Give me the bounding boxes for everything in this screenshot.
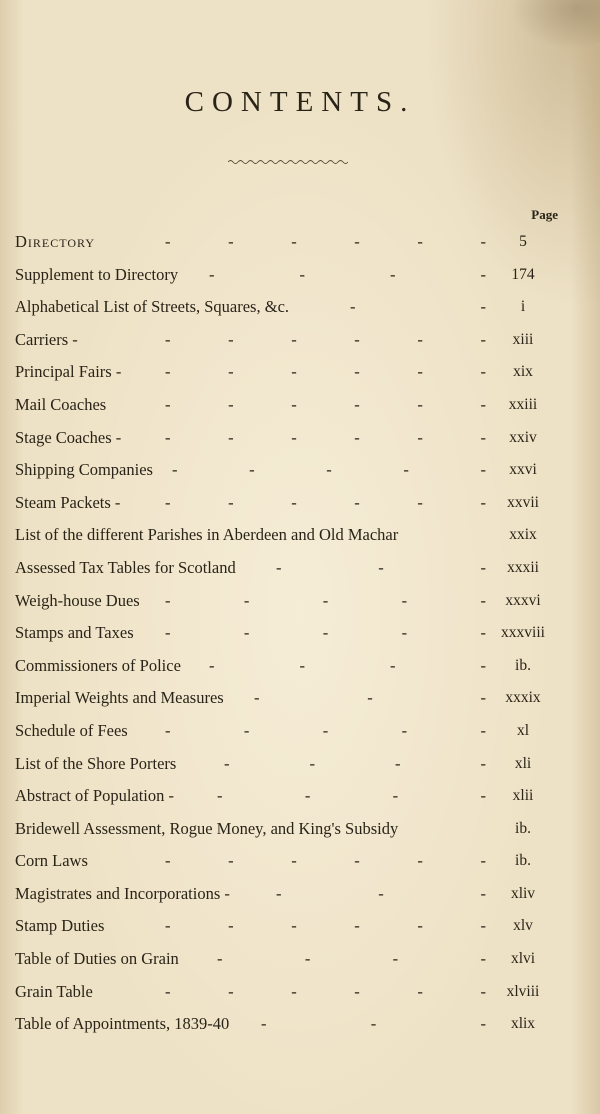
- contents-entry: [15, 910, 560, 943]
- dash-leader: - - - - - -: [165, 981, 486, 1001]
- entry-title: Weigh-house Dues: [15, 590, 140, 610]
- dash-leader: - - -: [276, 883, 486, 903]
- dash-leader: - - - - -: [165, 623, 486, 643]
- entry-title: Carriers -: [15, 329, 78, 349]
- page-column-label: Page: [531, 207, 558, 222]
- dash-leader: - - - - - -: [165, 362, 486, 382]
- entry-page-number: 5: [519, 233, 527, 250]
- entry-page-number: xxiv: [509, 428, 537, 446]
- contents-entry: [15, 552, 560, 585]
- dash-leader: - - - - - -: [165, 427, 486, 447]
- dash-leader: - - - -: [217, 949, 486, 969]
- entry-title: List of the Shore Porters: [15, 753, 177, 773]
- entry-page-number: xliv: [510, 884, 536, 902]
- entry-page-number: xlv: [513, 917, 533, 935]
- entry-page-number: xxxvi: [505, 591, 541, 609]
- contents-entry: [15, 356, 560, 389]
- dash-leader: - - - - - -: [165, 329, 486, 349]
- contents-entry: [15, 682, 560, 715]
- entry-title: List of the different Parishes in Aberdeen and Old Machar: [15, 525, 399, 545]
- entry-title: Alphabetical List of Streets, Squares, &c.: [15, 297, 290, 317]
- contents-entry: [15, 1008, 560, 1041]
- entry-title: Supplement to Directory: [15, 264, 179, 284]
- entry-title: Stage Coaches -: [15, 427, 122, 447]
- entry-page-number: i: [520, 298, 526, 316]
- entry-page-number: xxvi: [509, 461, 537, 479]
- entry-title: Magistrates and Incorporations -: [15, 883, 230, 903]
- contents-entry: [15, 748, 560, 781]
- contents-entry: [15, 813, 560, 846]
- entry-page-number: 174: [511, 265, 535, 283]
- contents-entry: [15, 617, 560, 650]
- page-corner-wear: [510, 0, 600, 50]
- entry-page-number: xxix: [509, 526, 537, 544]
- contents-entry: [15, 943, 560, 976]
- contents-entry: [15, 585, 560, 618]
- entry-title: Grain Table: [15, 981, 93, 1001]
- dash-leader: - - - -: [217, 786, 486, 806]
- entry-title: Principal Fairs -: [15, 362, 122, 382]
- entry-page-number: xxxix: [505, 689, 541, 707]
- dash-leader: - - - -: [224, 753, 486, 773]
- wavy-rule-ornament: [228, 158, 348, 166]
- dash-leader: - - - - - -: [165, 232, 486, 251]
- dash-leader: - - - -: [209, 264, 486, 284]
- entry-page-number: xlviii: [506, 982, 540, 1000]
- contents-entry: [15, 487, 560, 520]
- contents-entry: [15, 291, 560, 324]
- dash-leader: - - - - - -: [165, 394, 486, 414]
- contents-entry: [15, 226, 560, 259]
- entry-page-number: ib.: [515, 852, 531, 870]
- entry-page-number: xlvi: [510, 950, 536, 968]
- entry-title: Table of Appointments, 1839-40: [15, 1014, 230, 1034]
- contents-entry: [15, 519, 560, 552]
- dash-leader: - - -: [261, 1014, 486, 1034]
- dash-leader: - -: [350, 297, 486, 317]
- entry-title: Shipping Companies: [15, 460, 153, 480]
- dash-leader: - - - - - -: [165, 851, 486, 871]
- entry-title: Corn Laws: [15, 851, 88, 871]
- contents-entry: [15, 650, 560, 683]
- entry-page-number: xl: [516, 721, 530, 739]
- dash-leader: - - - - - -: [165, 492, 486, 512]
- contents-entry: [15, 454, 560, 487]
- dash-leader: - - - - - -: [165, 916, 486, 936]
- entry-title: Commissioners of Police: [15, 655, 181, 675]
- dash-leader: - - -: [276, 557, 486, 577]
- dash-leader: - - - -: [209, 655, 486, 675]
- dash-leader: - - - - -: [172, 460, 486, 480]
- dash-leader: - - - - -: [165, 720, 486, 740]
- entry-page-number: xiii: [512, 330, 534, 348]
- contents-entry: [15, 389, 560, 422]
- entry-title: Imperial Weights and Measures: [15, 688, 224, 708]
- entry-page-number: ib.: [515, 656, 531, 674]
- page-title: CONTENTS.: [184, 86, 416, 118]
- entry-page-number: xli: [514, 754, 532, 772]
- dash-leader: - - -: [254, 688, 486, 708]
- entry-page-number: xxvii: [507, 493, 539, 511]
- entry-page-number: xix: [513, 363, 533, 381]
- entry-page-number: xxiii: [508, 395, 538, 413]
- contents-entry: [15, 878, 560, 911]
- entry-page-number: xlix: [510, 1015, 536, 1033]
- entry-page-number: xxxii: [507, 558, 539, 576]
- entry-title: Schedule of Fees: [15, 720, 128, 740]
- entry-title: Mail Coaches: [15, 394, 107, 414]
- entry-title: Steam Packets -: [15, 492, 121, 512]
- contents-entry: [15, 324, 560, 357]
- entry-title: Stamp Duties: [15, 916, 105, 936]
- dash-leader: - - - - -: [165, 590, 486, 610]
- contents-list: [15, 226, 560, 1041]
- entry-title: Assessed Tax Tables for Scotland: [15, 557, 236, 577]
- contents-entry: [15, 976, 560, 1009]
- entry-page-number: xlii: [512, 787, 534, 805]
- contents-entry: [15, 715, 560, 748]
- contents-entry: [15, 259, 560, 292]
- entry-title: Bridewell Assessment, Rogue Money, and King's Subsidy: [15, 818, 399, 838]
- entry-title: Stamps and Taxes: [15, 623, 134, 643]
- entry-page-number: xxxviii: [501, 624, 545, 642]
- contents-entry: [15, 845, 560, 878]
- contents-entry: [15, 780, 560, 813]
- contents-entry: [15, 422, 560, 455]
- entry-page-number: ib.: [515, 819, 531, 837]
- entry-title: Abstract of Population -: [15, 786, 175, 806]
- entry-title: Directory: [15, 232, 96, 251]
- entry-title: Table of Duties on Grain: [15, 949, 179, 969]
